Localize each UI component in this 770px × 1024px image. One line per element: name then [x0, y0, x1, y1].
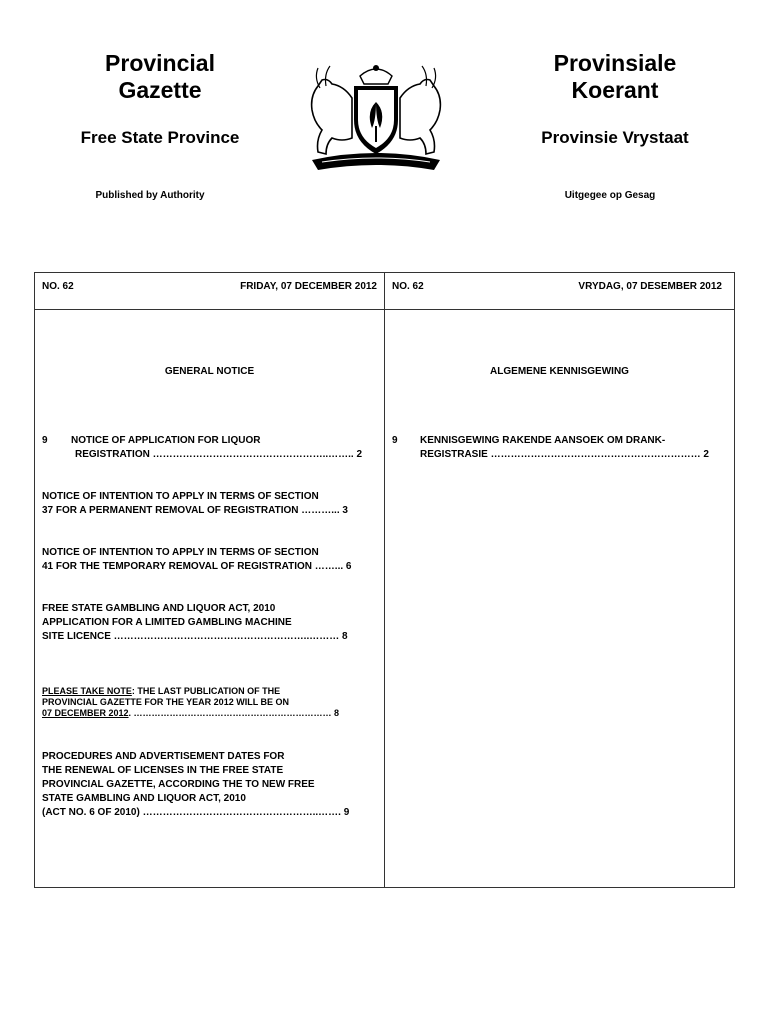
right-issue-number: NO. 62	[392, 281, 424, 292]
right-title-line1: Provinsiale	[553, 50, 677, 76]
left-entry-5-line1	[42, 686, 372, 697]
coat-of-arms-icon	[298, 56, 454, 174]
right-entry-1-number: 9	[392, 435, 398, 446]
left-entry-3-line1: NOTICE OF INTENTION TO APPLY IN TERMS OF SECTION	[42, 547, 319, 558]
left-entry-5	[42, 686, 372, 719]
left-title-line1: Provincial	[105, 50, 215, 76]
left-entry-1-line1: NOTICE OF APPLICATION FOR LIQUOR	[71, 435, 261, 446]
last-publication-date: 07 DECEMBER 2012	[42, 708, 129, 718]
right-entry-1	[420, 434, 730, 462]
left-entry-6	[42, 750, 382, 820]
left-entry-4-line1: FREE STATE GAMBLING AND LIQUOR ACT, 2010	[42, 603, 276, 614]
left-entry-4-line2: APPLICATION FOR A LIMITED GAMBLING MACHINE	[42, 617, 292, 628]
left-entry-5-line3	[42, 708, 372, 719]
left-entry-6-line5: (ACT NO. 6 OF 2010) ……………………………………………..……. 9	[42, 807, 350, 818]
left-entry-1	[71, 434, 377, 462]
right-entry-1-line1: KENNISGEWING RAKENDE AANSOEK OM DRANK-	[420, 435, 666, 446]
left-issue-date: FRIDAY, 07 DECEMBER 2012	[240, 281, 377, 292]
left-entry-6-line1: PROCEDURES AND ADVERTISEMENT DATES FOR	[42, 751, 285, 762]
left-entry-1-line2: REGISTRATION ……………………………………………..…….. 2	[75, 449, 363, 460]
left-entry-6-line2: THE RENEWAL OF LICENSES IN THE FREE STATE	[42, 765, 284, 776]
left-title-line2: Gazette	[118, 77, 202, 103]
left-issue-number: NO. 62	[42, 281, 74, 292]
left-entry-3	[42, 546, 382, 574]
left-authority: Published by Authority	[95, 190, 205, 201]
left-entry-2-line2: 37 FOR A PERMANENT REMOVAL OF REGISTRATION ………... 3	[42, 505, 348, 516]
left-entry-4	[42, 602, 382, 644]
right-issue-date: VRYDAG, 07 DESEMBER 2012	[578, 281, 722, 292]
left-section-title: GENERAL NOTICE	[164, 366, 255, 377]
left-entry-5-line2: PROVINCIAL GAZETTE FOR THE YEAR 2012 WILL BE ON	[42, 697, 290, 707]
left-title	[60, 50, 260, 104]
left-subtitle: Free State Province	[80, 128, 240, 147]
right-title	[515, 50, 715, 104]
right-title-line2: Koerant	[571, 77, 659, 103]
left-entry-3-line2: 41 FOR THE TEMPORARY REMOVAL OF REGISTRATION ……... 6	[42, 561, 352, 572]
left-entry-6-line3: PROVINCIAL GAZETTE, ACCORDING THE TO NEW FREE	[42, 779, 315, 790]
left-entry-2-line1: NOTICE OF INTENTION TO APPLY IN TERMS OF SECTION	[42, 491, 319, 502]
left-entry-1-number: 9	[42, 435, 48, 446]
contents-table	[34, 272, 735, 888]
right-section-title: ALGEMENE KENNISGEWING	[490, 366, 629, 377]
left-entry-5-line3-rest: . ………………………………………………………… 8	[128, 708, 340, 718]
left-entry-2	[42, 490, 382, 518]
right-authority: Uitgegee op Gesag	[564, 190, 656, 201]
left-entry-6-line4: STATE GAMBLING AND LIQUOR ACT, 2010	[42, 793, 246, 804]
please-take-note-label: PLEASE TAKE NOTE	[42, 686, 132, 696]
right-subtitle: Provinsie Vrystaat	[541, 128, 689, 147]
left-entry-4-line3: SITE LICENCE …………………………………………………..……… 8	[42, 631, 348, 642]
right-entry-1-line2: REGISTRASIE ……………………………………………………… 2	[420, 449, 709, 460]
left-entry-5-line1-rest: : THE LAST PUBLICATION OF THE	[131, 686, 281, 696]
